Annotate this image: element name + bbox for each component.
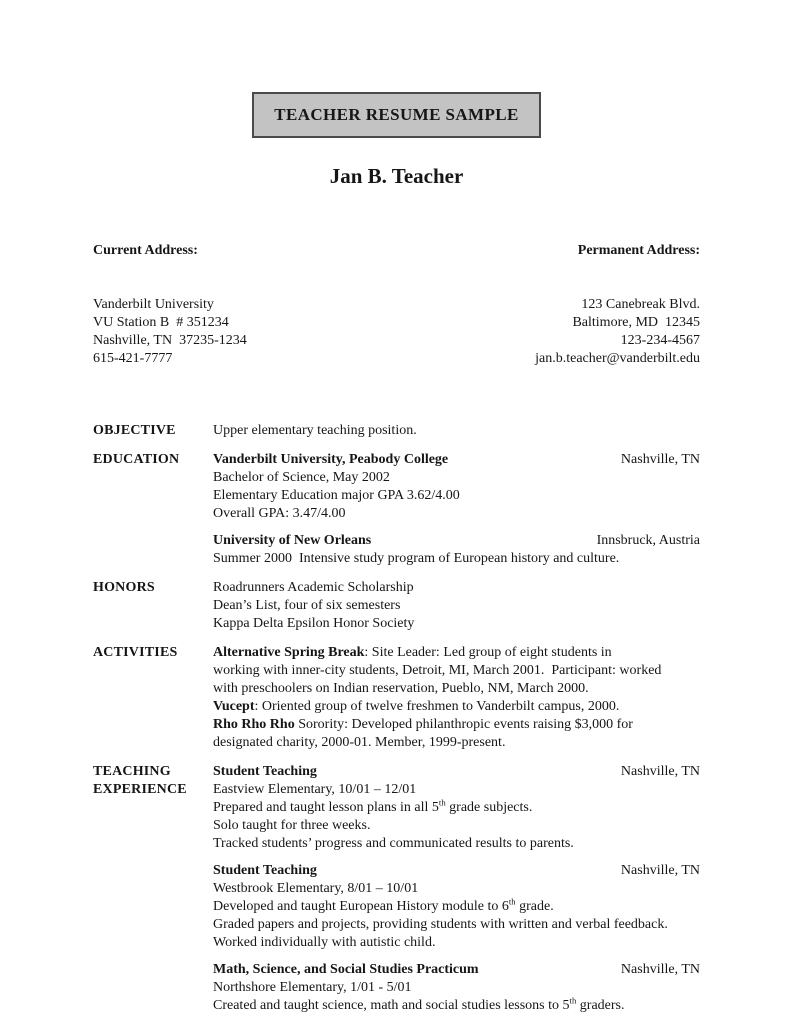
text-segment: Kappa Delta Epsilon Honor Society <box>213 616 415 631</box>
permanent-address-lines <box>535 296 700 368</box>
entry <box>213 422 700 440</box>
entry-line <box>213 734 700 752</box>
entry <box>213 532 700 568</box>
entry-line <box>213 781 700 799</box>
entry-line <box>213 487 700 505</box>
entry-line <box>213 662 700 680</box>
text-segment: grade. <box>515 899 554 914</box>
section-label: OBJECTIVE <box>93 423 176 438</box>
section-label: HONORS <box>93 580 155 595</box>
permanent-address <box>535 206 700 404</box>
text-segment: Vanderbilt University <box>93 297 214 312</box>
entry-title: Student Teaching <box>213 764 317 779</box>
entry <box>213 579 700 633</box>
entry-header <box>213 451 700 469</box>
text-segment: Graded papers and projects, providing students with written and verbal feedback. <box>213 917 668 932</box>
address-line <box>535 350 700 368</box>
entry-location: Nashville, TN <box>620 962 700 977</box>
entry-header <box>213 961 700 979</box>
entry <box>213 961 700 1015</box>
entry-line <box>213 979 700 997</box>
section-content <box>213 422 700 440</box>
entry-line <box>213 997 700 1015</box>
text-segment: 123 Canebreak Blvd. <box>581 297 700 312</box>
entry-line <box>213 916 700 934</box>
entry-line <box>213 597 700 615</box>
address-line <box>93 332 247 350</box>
entry-header <box>213 532 700 550</box>
text-segment: working with inner-city students, Detroit, MI, March 2001. Participant: worked <box>213 663 662 678</box>
entry-line <box>213 898 700 916</box>
bold-text-segment: Alternative Spring Break <box>213 645 365 660</box>
entry-line <box>213 579 700 597</box>
entry-line <box>213 835 700 853</box>
entry-location: Nashville, TN <box>620 863 700 878</box>
section-row <box>93 644 700 752</box>
text-segment: Overall GPA: 3.47/4.00 <box>213 506 346 521</box>
resume-sections <box>93 422 700 1015</box>
text-segment: designated charity, 2000-01. Member, 1999-present. <box>213 735 506 750</box>
entry <box>213 644 700 752</box>
text-segment: VU Station B # 351234 <box>93 315 229 330</box>
entry-line <box>213 698 700 716</box>
text-segment: Upper elementary teaching position. <box>213 423 417 438</box>
entry-header <box>213 862 700 880</box>
superscript-text: th <box>508 896 516 907</box>
superscript-text: th <box>438 797 446 808</box>
entry-line <box>213 817 700 835</box>
section-content <box>213 644 700 752</box>
entry-line <box>213 505 700 523</box>
text-segment: Elementary Education major GPA 3.62/4.00 <box>213 488 460 503</box>
address-line <box>93 314 247 332</box>
entry-line <box>213 680 700 698</box>
text-segment: Worked individually with autistic child. <box>213 935 436 950</box>
current-address-heading: Current Address: <box>93 243 198 258</box>
section-content <box>213 763 700 1015</box>
bold-text-segment: Rho Rho Rho <box>213 717 295 732</box>
section-row <box>93 763 700 1015</box>
section-row <box>93 579 700 633</box>
text-segment: Nashville, TN 37235-1234 <box>93 333 247 348</box>
text-segment: Bachelor of Science, May 2002 <box>213 470 390 485</box>
person-name: Jan B. Teacher <box>329 164 464 188</box>
entry-title: Vanderbilt University, Peabody College <box>213 452 449 467</box>
text-segment: jan.b.teacher@vanderbilt.edu <box>535 351 700 366</box>
text-segment: Northshore Elementary, 1/01 - 5/01 <box>213 980 412 995</box>
text-segment: : Oriented group of twelve freshmen to Vanderbilt campus, 2000. <box>254 699 620 714</box>
text-segment: 615-421-7777 <box>93 351 173 366</box>
text-segment: grade subjects. <box>445 800 533 815</box>
section-content <box>213 451 700 568</box>
section-label: TEACHING EXPERIENCE <box>93 764 187 797</box>
section-label: EDUCATION <box>93 452 180 467</box>
entry-line <box>213 644 700 662</box>
entry-line <box>213 934 700 952</box>
text-segment: Dean’s List, four of six semesters <box>213 598 401 613</box>
permanent-address-heading: Permanent Address: <box>577 243 700 258</box>
address-line <box>93 296 247 314</box>
current-address-lines <box>93 296 247 368</box>
entry-line <box>213 880 700 898</box>
entry <box>213 862 700 952</box>
address-line <box>535 296 700 314</box>
entry-header <box>213 763 700 781</box>
text-segment: Westbrook Elementary, 8/01 – 10/01 <box>213 881 419 896</box>
text-segment: Roadrunners Academic Scholarship <box>213 580 414 595</box>
entry-line <box>213 422 700 440</box>
entry-location: Nashville, TN <box>620 764 700 779</box>
text-segment: Tracked students’ progress and communicated results to parents. <box>213 836 574 851</box>
text-segment: with preschoolers on Indian reservation, Pueblo, NM, March 2000. <box>213 681 589 696</box>
address-block <box>93 206 700 404</box>
entry <box>213 763 700 853</box>
entry-title: Math, Science, and Social Studies Practicum <box>213 962 479 977</box>
sample-banner <box>252 92 541 138</box>
text-segment: Developed and taught European History module to 6 <box>213 899 509 914</box>
text-segment: graders. <box>576 998 625 1013</box>
sample-banner-label: TEACHER RESUME SAMPLE <box>274 105 519 124</box>
superscript-text: th <box>569 995 577 1006</box>
bold-text-segment: Vucept <box>213 699 255 714</box>
text-segment: Sorority: Developed philanthropic events raising $3,000 for <box>294 717 633 732</box>
address-line <box>93 350 247 368</box>
entry-title: University of New Orleans <box>213 533 372 548</box>
address-line <box>535 314 700 332</box>
address-line <box>535 332 700 350</box>
section-label: ACTIVITIES <box>93 645 178 660</box>
text-segment: : Site Leader: Led group of eight students in <box>364 645 612 660</box>
text-segment: Eastview Elementary, 10/01 – 12/01 <box>213 782 417 797</box>
entry-title: Student Teaching <box>213 863 317 878</box>
entry-line <box>213 716 700 734</box>
section-content <box>213 579 700 633</box>
text-segment: Baltimore, MD 12345 <box>572 315 700 330</box>
entry-line <box>213 615 700 633</box>
entry-location: Innsbruck, Austria <box>596 533 700 548</box>
entry <box>213 451 700 523</box>
text-segment: Created and taught science, math and social studies lessons to 5 <box>213 998 570 1013</box>
entry-line <box>213 799 700 817</box>
text-segment: Solo taught for three weeks. <box>213 818 371 833</box>
section-row <box>93 451 700 568</box>
section-row <box>93 422 700 440</box>
text-segment: Summer 2000 Intensive study program of European history and culture. <box>213 551 620 566</box>
entry-line <box>213 550 700 568</box>
entry-location: Nashville, TN <box>620 452 700 467</box>
entry-line <box>213 469 700 487</box>
current-address <box>93 206 247 404</box>
text-segment: Prepared and taught lesson plans in all 5 <box>213 800 439 815</box>
text-segment: 123-234-4567 <box>620 333 700 348</box>
